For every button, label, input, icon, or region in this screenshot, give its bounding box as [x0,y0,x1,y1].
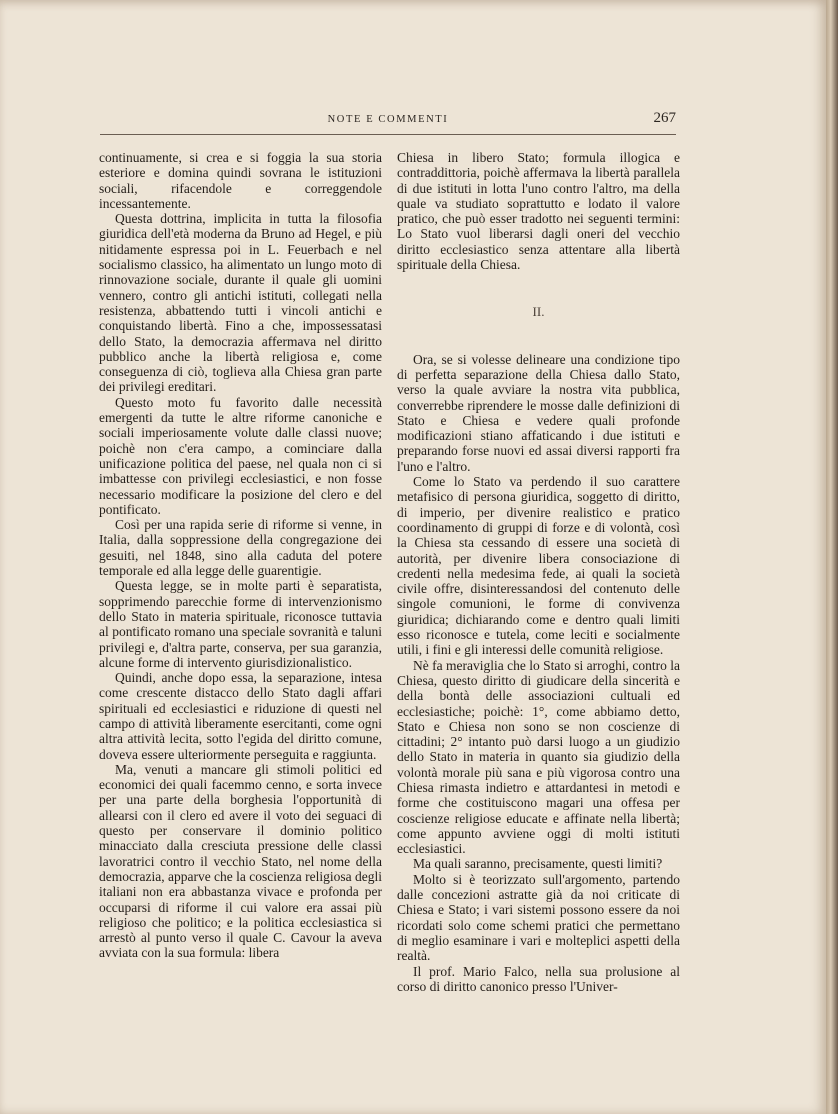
paragraph: continuamente, si crea e si foggia la sua storia esteriore e domina quindi sovrana le istituzioni sociali, rifacendole e correggendole incessantemente. [99,150,382,211]
paragraph: Ma quali saranno, precisamente, questi limiti? [413,856,663,872]
left-column [99,150,382,961]
paragraph: Questa legge, se in molte parti è separatista, sopprimendo parecchie forme di intervenzionismo dello Stato in materia spirituale, riconosce tuttavia al pontificato romano una speciale sovranità e taluni privilegi e, d'altra parte, conserva, per sua garanzia, alcune forme di intervento giurisdizionalistico. [99,578,382,670]
paragraph: Il prof. Mario Falco, nella sua prolusione al corso di diritto canonico presso l'Univer- [397,963,680,994]
paragraph: Molto si è teorizzato sull'argomento, partendo dalle concezioni astratte già da noi criticate di Chiesa e Stato; i vari sistemi possono essere da noi ricordati solo come schemi pratici che permettano di meglio esaminare i vari e molteplici aspetti della realtà. [397,871,680,964]
page-edge [826,0,838,1114]
paragraph: Questa dottrina, implicita in tutta la filosofia giuridica dell'età moderna da Bruno ad Hegel, e più nitidamente espressa poi in L. Feuerbach e nel socialismo classico, ha alimentato un lungo moto di rinnovazione sociale, durante il quale gli uomini vennero, contro gli antichi istituti, collegati nella resistenza, abbattendo tutti i vincoli antichi e conquistando libertà. Fino a che, impossessatasi dello Stato, la democrazia affermava nel diritto pubblico anche la libertà religiosa e, come conseguenza di ciò, toglieva alla Chiesa gran parte dei privilegi ereditari. [99,211,382,395]
paragraph: Nè fa meraviglia che lo Stato si arroghi, contro la Chiesa, questo diritto di giudicare della sincerità e della bontà delle associazioni cultuali ed ecclesiastiche; poichè: 1°, come abbiamo detto, Stato e Chiesa non sono se non coscienze di cittadini; 2° intanto può darsi luogo a un giudizio dello Stato in materia in quanto sia giudizio della volontà morale più sana e più vigorosa contro una Chiesa rimasta indietro e attardantesi in metodi e forme che costituiscono magari una offesa per coscienze religiose educate e affinate nella libertà; come appunto avviene oggi di molti istituti ecclesiastici. [397,657,680,857]
paragraph: Ma, venuti a mancare gli stimoli politici ed economici dei quali facemmo cenno, e sorta invece per una parte della borghesia l'opportunità di allearsi con il clero ed avere il voto dei seguaci di questo per conservare il dominio politico minacciato dalla cresciuta pressione delle classi lavoratrici contro il vecchio Stato, nel nome della democrazia, apparve che la coscienza religiosa degli italiani non era abbastanza vivace e profonda per occuparsi di riforme il cui valore era assai più religioso che politico; e la politica ecclesiastica si arrestò al punto verso il quale C. Cavour la aveva avviata con la sua formula: libera [99,761,382,961]
page-number: 267 [653,110,676,126]
paragraph-continuation: Chiesa in libero Stato; formula illogica e contraddittoria, poichè affermava la libertà parallela di due istituti in lotta l'uno contro l'altro, ma della quale va studiato soprattutto e lodato il valore pratico, che può esser tradotto nei seguenti termini: Lo Stato vuol liberarsi dagli oneri del vecchio diritto ecclesiastico senza attentare alla libertà spirituale della Chiesa. [397,150,680,273]
paragraph: Questo moto fu favorito dalle necessità emergenti da tutte le altre riforme canoniche e sociali imperiosamente volute dalle classi nuove; poichè non c'era campo, a cominciare dalla unificazione politica del paese, nel quala non ci si imbattesse con privilegi ecclesiastici, e non fosse necessario modificare la posizione del clero e del pontificato. [99,394,382,517]
page-header [100,108,676,135]
right-column [397,150,680,994]
paragraph: Quindi, anche dopo essa, la separazione, intesa come crescente distacco dello Stato dagli affari spirituali ed ecclesiastici e riduzione di questi nel campo di attività liberamente esercitanti, come ogni altra attività lecita, sotto l'egida del diritto comune, doveva essere ulteriormente perseguita e raggiunta. [99,670,382,762]
section-number: II. [532,304,545,320]
running-head: NOTE E COMMENTI [327,114,449,125]
paragraph: Come lo Stato va perdendo il suo carattere metafisico di persona giuridica, soggetto di diritto, di imperio, per divenire realistico e pratico coordinamento di gruppi di forze e di volontà, così la Chiesa sta cessando di essere una società di autorità, per divenire libera consociazione di credenti nella medesima fede, ai quali la società civile offre, disinteressandosi del contenuto delle singole comunioni, le forme di convivenza giuridica; dichiarando come e dentro quali limiti esso riconosce e tutela, come leciti e socialmente utili, i fini e gli interessi delle comunità religiose. [397,474,680,658]
paragraph: Così per una rapida serie di riforme si venne, in Italia, dalla soppressione della congregazione dei gesuiti, nel 1848, sino alla caduta del potere temporale ed alla legge delle guarentigie. [99,517,382,579]
paragraph: Ora, se si volesse delineare una condizione tipo di perfetta separazione della Chiesa dallo Stato, verso la quale avviare la nostra vita pubblica, converrebbe riprendere le mosse dalle definizioni di Stato e Chiesa e vedere quali profonde modificazioni stiano affaticando i due istituti e preparando forse nuovi ed assai diversi rapporti fra l'uno e l'altro. [397,351,680,474]
